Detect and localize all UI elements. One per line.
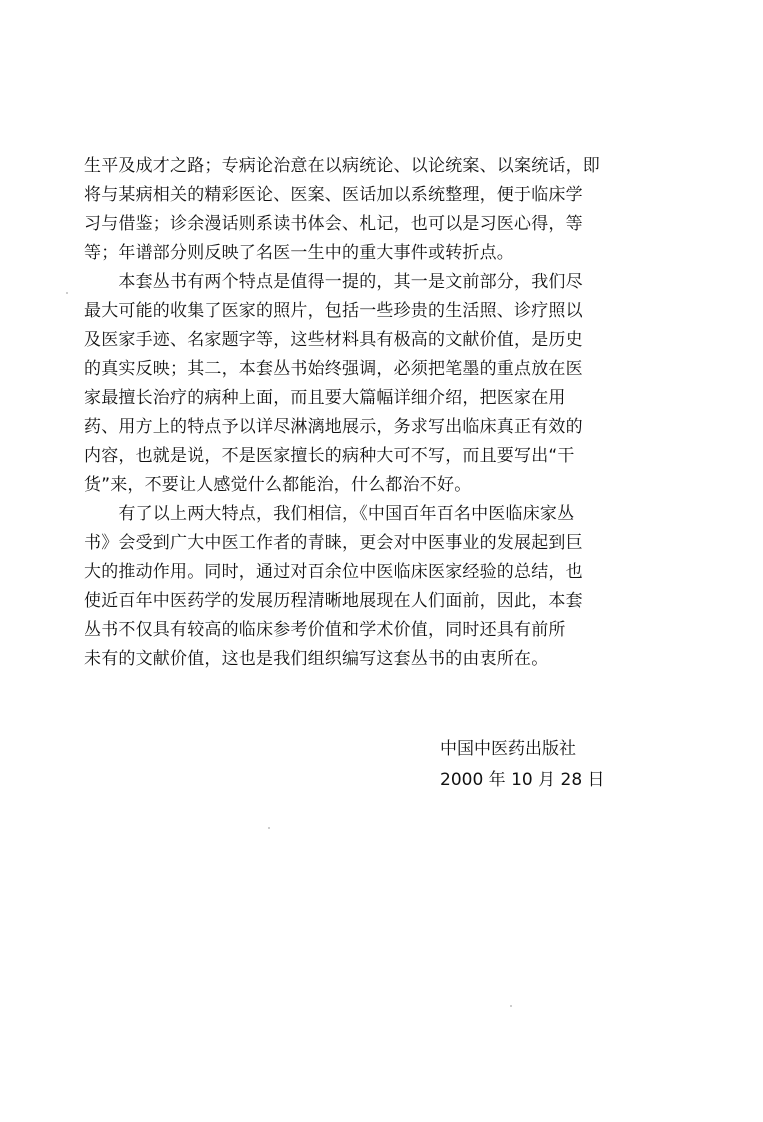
text-line: 最大可能的收集了医家的照片，包括一些珍贵的生活照、诊疗照以 bbox=[84, 301, 583, 321]
text-line: 习与借鉴；诊余漫话则系读书体会、札记，也可以是习医心得，等 bbox=[84, 214, 583, 234]
text-line: 使近百年中医药学的发展历程清晰地展现在人们面前，因此，本套 bbox=[84, 591, 583, 611]
text-line: 将与某病相关的精彩医论、医案、医话加以系统整理，便于临床学 bbox=[84, 185, 583, 205]
scan-speck bbox=[66, 292, 68, 294]
text-line: 货”来，不要让人感觉什么都能治，什么都治不好。 bbox=[84, 475, 472, 495]
text-line: 未有的文献价值，这也是我们组织编写这套丛书的由衷所在。 bbox=[84, 649, 549, 669]
text-line: 有了以上两大特点，我们相信，《中国百年百名中医临床家丛 bbox=[84, 504, 575, 524]
publisher-name: 中国中医药出版社 bbox=[440, 739, 576, 759]
text-line: 大的推动作用。同时，通过对百余位中医临床医家经验的总结，也 bbox=[84, 562, 583, 582]
signature-date: 2000 年 10 月 28 日 bbox=[440, 770, 605, 790]
text-line: 药、用方上的特点予以详尽淋漓地展示，务求写出临床真正有效的 bbox=[84, 417, 583, 437]
text-line: 丛书不仅具有较高的临床参考价值和学术价值，同时还具有前所 bbox=[84, 620, 566, 640]
text-line: 生平及成才之路；专病论治意在以病统论、以论统案、以案统话，即 bbox=[84, 156, 600, 176]
text-line: 等；年谱部分则反映了名医一生中的重大事件或转折点。 bbox=[84, 243, 514, 263]
scan-speck bbox=[510, 1005, 512, 1007]
text-line: 内容，也就是说，不是医家擅长的病种大可不写，而且要写出“干 bbox=[84, 446, 575, 466]
text-line: 书》会受到广大中医工作者的青睐，更会对中医事业的发展起到巨 bbox=[84, 533, 583, 553]
signature-block bbox=[440, 734, 605, 796]
text-line: 及医家手迹、名家题字等，这些材料具有极高的文献价值，是历史 bbox=[84, 330, 583, 350]
scan-speck bbox=[268, 827, 270, 829]
body-text bbox=[84, 152, 644, 674]
text-line: 本套丛书有两个特点是值得一提的，其一是文前部分，我们尽 bbox=[84, 272, 583, 292]
text-line: 家最擅长治疗的病种上面，而且要大篇幅详细介绍，把医家在用 bbox=[84, 388, 566, 408]
text-line: 的真实反映；其二，本套丛书始终强调，必须把笔墨的重点放在医 bbox=[84, 359, 583, 379]
